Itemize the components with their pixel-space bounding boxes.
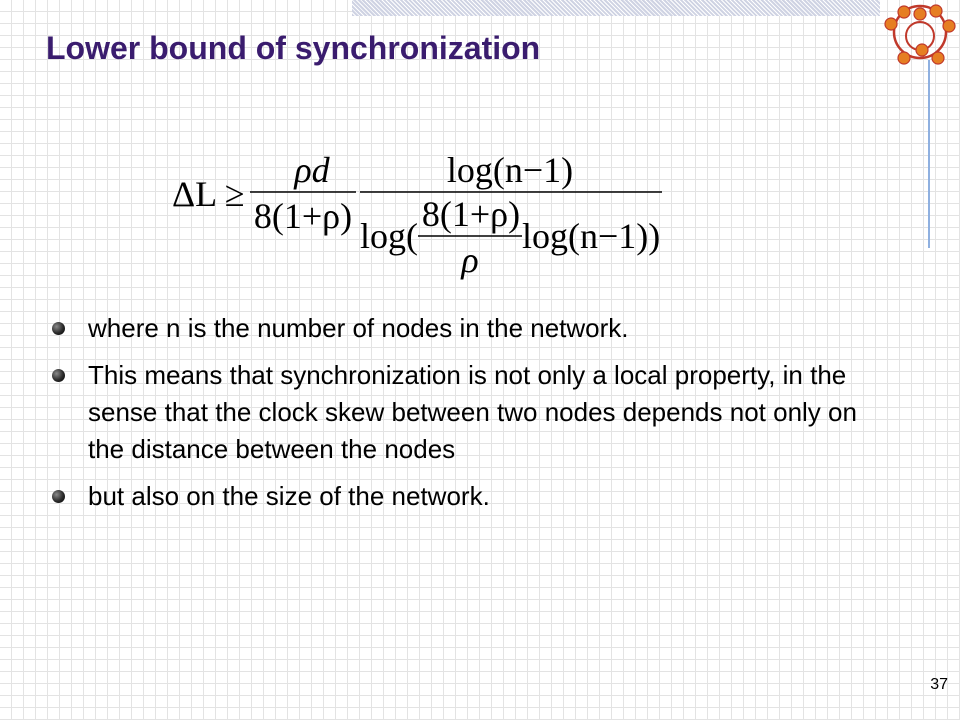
formula-inner-numerator: 8(1+ρ)	[421, 194, 521, 234]
bullet-item	[52, 310, 872, 347]
formula-frac2-numerator: log(n−1)	[446, 150, 574, 190]
bullet-dot-icon	[52, 369, 65, 382]
formula-inner-denominator: ρ	[461, 240, 479, 280]
slide-title: Lower bound of synchronization	[46, 30, 541, 66]
formula-frac2-denominator-prefix: log(	[360, 216, 418, 256]
formula-lhs: ΔL ≥	[172, 174, 245, 214]
bullet-dot-icon	[52, 490, 65, 503]
formula-frac2-denominator-suffix: log(n−1))	[522, 216, 661, 256]
bullet-dot-icon	[52, 322, 65, 335]
bullet-list	[52, 310, 872, 525]
formula	[170, 148, 680, 288]
page-number: 37	[930, 676, 948, 693]
accent-line	[928, 60, 930, 248]
bullet-item	[52, 478, 872, 515]
formula-frac1-numerator: ρd	[294, 150, 330, 190]
formula-frac1-denominator: 8(1+ρ)	[253, 196, 353, 236]
network-nodes-logo-icon	[880, 0, 960, 80]
header-decoration-band	[352, 0, 880, 16]
bullet-text: where n is the number of nodes in the network.	[88, 313, 629, 343]
bullet-text: This means that synchronization is not only a local property, in the sense that the clock skew between two nodes depends not only on the distance between the nodes	[88, 360, 857, 464]
bullet-item	[52, 357, 872, 468]
bullet-text: but also on the size of the network.	[88, 481, 490, 511]
